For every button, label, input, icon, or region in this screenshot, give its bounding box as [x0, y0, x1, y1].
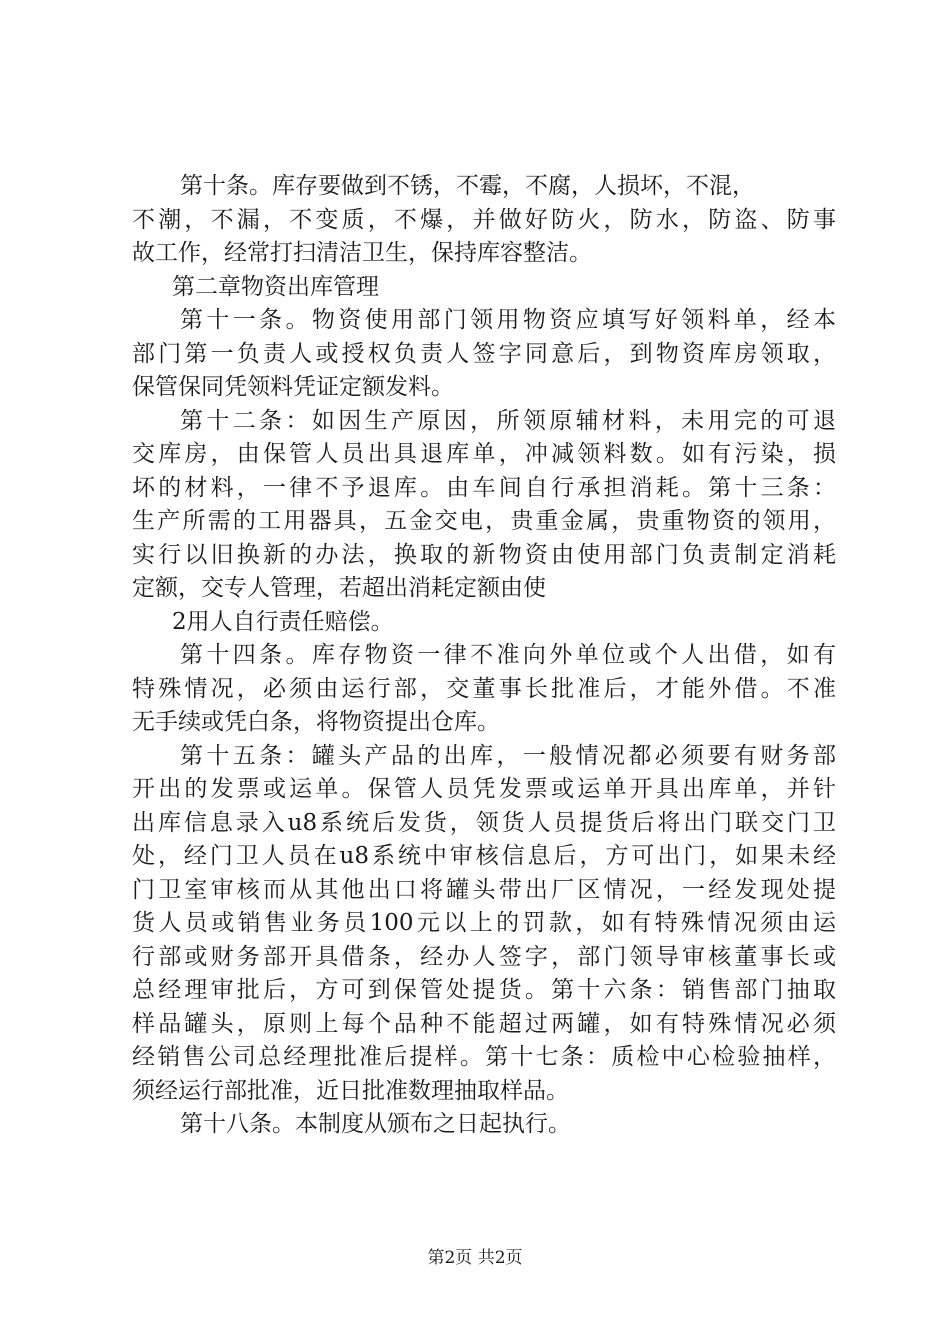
text-line: 总经理审批后，方可到保管处提货。第十六条：销售部门抽取 [132, 977, 836, 1003]
chapter-heading: 第二章物资出库管理 [172, 273, 379, 300]
document-body [132, 170, 836, 1142]
text-line: 行部或财务部开具借条，经办人签字，部门领导审核董事长或 [132, 943, 836, 970]
text-line: 定额，交专人管理，若超出消耗定额由使 [132, 575, 546, 601]
text-line: 特殊情况，必须由运行部，交董事长批准后，才能外借。不准 [132, 675, 836, 702]
text-line: 交库房，由保管人员出具退库单，冲减领料数。如有污染，损 [132, 441, 836, 467]
text-line: 处，经门卫人员在u8系统中审核信息后，方可出门，如果未经 [132, 843, 836, 869]
text-line: 第十五条：罐头产品的出库，一般情况都必须要有财务部 [180, 742, 836, 769]
text-line: 第十一条。物资使用部门领用物资应填写好领料单，经本 [180, 307, 836, 333]
text-line: 第十二条：如因生产原因，所领原辅材料，未用完的可退 [180, 407, 836, 434]
text-line: 门卫室审核而从其他出口将罐头带出厂区情况，一经发现处提 [132, 876, 836, 903]
text-line: 部门第一负责人或授权负责人签字同意后，到物资库房领取， [132, 340, 836, 367]
text-line: 开出的发票或运单。保管人员凭发票或运单开具出库单，并针 [132, 776, 836, 802]
text-line: 无手续或凭白条，将物资提出仓库。 [132, 709, 500, 735]
text-line: 货人员或销售业务员100元以上的罚款，如有特殊情况须由运 [132, 910, 836, 936]
text-line: 2用人自行责任赔偿。 [172, 608, 394, 635]
text-line: 坏的材料，一律不予退库。由车间自行承担消耗。第十三条： [132, 474, 836, 501]
text-line: 实行以旧换新的办法，换取的新物资由使用部门负责制定消耗 [132, 541, 836, 568]
text-line: 经销售公司总经理批准后提样。第十七条：质检中心检验抽样， [132, 1044, 836, 1070]
page-footer [0, 1243, 950, 1268]
text-line: 第十条。库存要做到不锈，不霉，不腐，人损坏，不混， [180, 173, 755, 199]
text-line: 出库信息录入u8系统后发货，领货人员提货后将出门联交门卫 [132, 809, 836, 836]
text-line: 生产所需的工用器具，五金交电，贵重金属，贵重物资的领用， [132, 508, 836, 534]
text-line: 第十四条。库存物资一律不准向外单位或个人出借，如有 [180, 642, 836, 668]
text-line: 保管保同凭领料凭证定额发料。 [132, 374, 454, 400]
text-line: 须经运行部批准，近日批准数理抽取样品。 [132, 1077, 569, 1104]
text-line: 不潮，不漏，不变质，不爆，并做好防火，防水，防盗、防事 [132, 206, 836, 233]
page-number-label: 第2页 共2页 [427, 1248, 523, 1268]
text-line: 第十八条。本制度从颁布之日起执行。 [180, 1111, 571, 1137]
text-line: 故工作，经常打扫清洁卫生，保持库容整洁。 [132, 240, 592, 266]
text-line: 样品罐头，原则上每个品种不能超过两罐，如有特殊情况必须 [132, 1010, 836, 1037]
